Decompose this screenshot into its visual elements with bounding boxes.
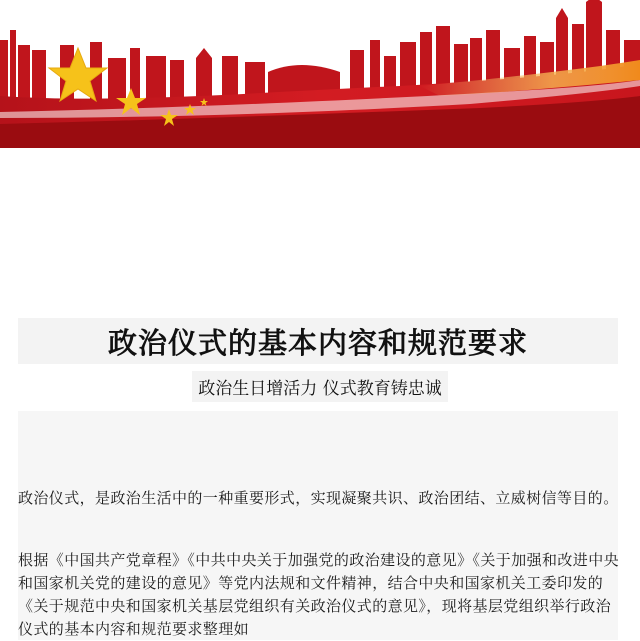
header-banner	[0, 0, 640, 148]
subtitle-bar	[0, 371, 640, 401]
title-bar	[18, 318, 618, 364]
page-title: 政治仪式的基本内容和规范要求	[107, 325, 528, 360]
paragraph-basis: 根据《中国共产党章程》《中共中央关于加强党的政治建设的意见》《关于加强和改进中央和国家机关党的建设的意见》等党内法规和文件精神，结合中央和国家机关工委印发的《关于规范中央和国家机关基层党组织有关政治仪式的意见》，现将基层党组织举行政治仪式的基本内容和规范要求整理如	[18, 551, 620, 638]
banner-graphic	[0, 0, 640, 148]
page-subtitle: 政治生日增活力 仪式教育铸忠诚	[192, 371, 447, 402]
paragraph-intro: 政治仪式，是政治生活中的一种重要形式，实现凝聚共识、政治团结、立威树信等目的。	[18, 489, 619, 507]
